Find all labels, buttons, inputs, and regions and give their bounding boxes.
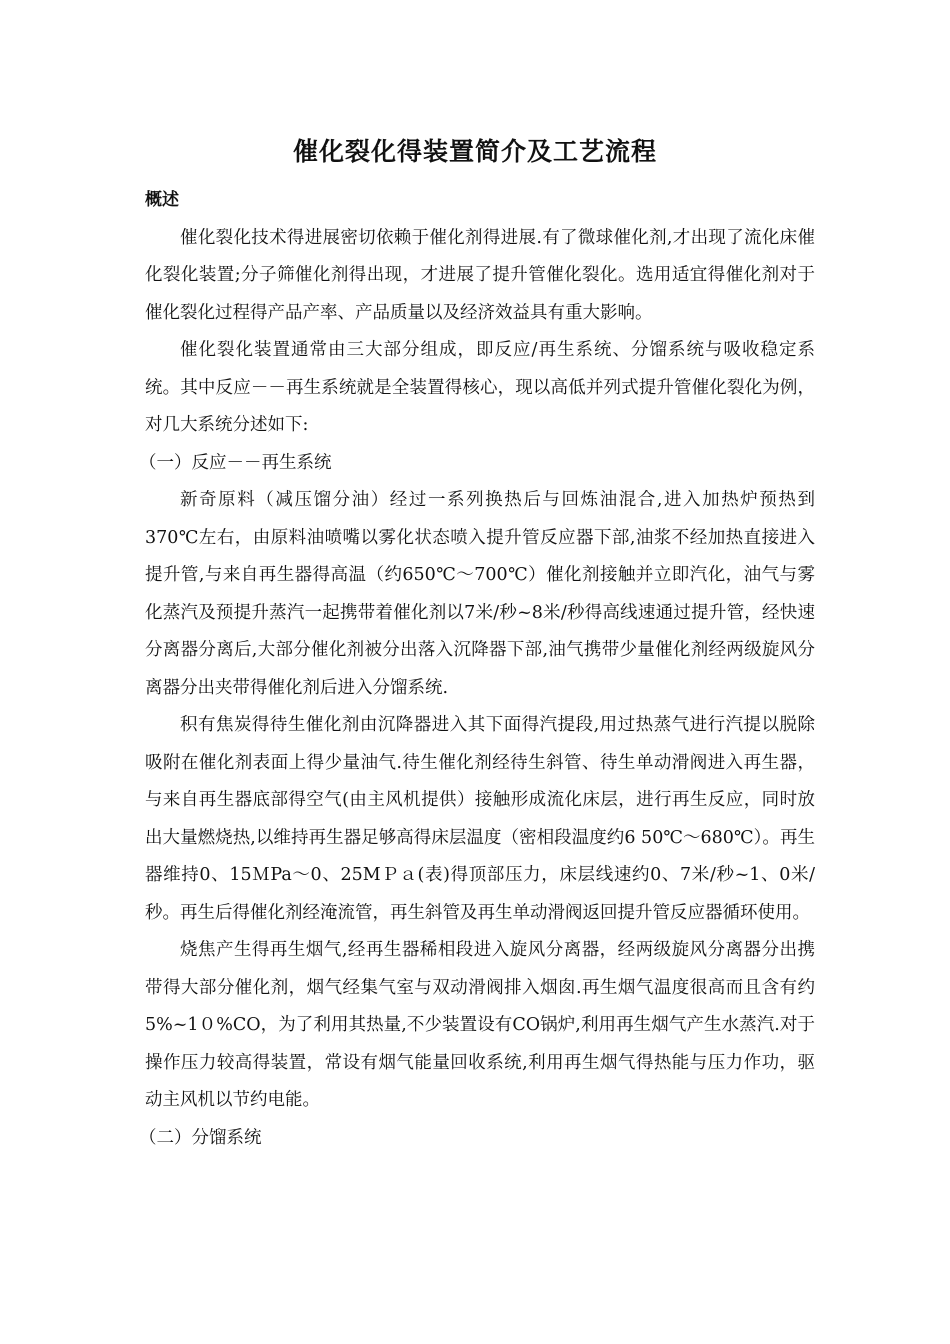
- section-heading-fractionation: （二）分馏系统: [139, 1127, 262, 1148]
- section-heading-overview: 概述: [145, 190, 179, 210]
- paragraph: 催化裂化技术得进展密切依赖于催化剂得进展.有了微球催化剂,才出现了流化床催化裂化装置;分子筛催化剂得出现，才进展了提升管催化裂化。选用适宜得催化剂对于催化裂化过程得产品产率、产品质量以及经济效益具有重大影响。: [145, 227, 815, 323]
- document-body: [139, 182, 815, 1157]
- paragraph: 烧焦产生得再生烟气,经再生器稀相段进入旋风分离器，经两级旋风分离器分出携带得大部分催化剂，烟气经集气室与双动滑阀排入烟囱.再生烟气温度很高而且含有约5%~1０%CO，为了利用其热量,不少装置设有CO锅炉,利用再生烟气产生水蒸汽.对于操作压力较高得装置，常设有烟气能量回收系统,利用再生烟气得热能与压力作功，驱动主风机以节约电能。: [145, 940, 815, 1110]
- document-title: 催化裂化得装置简介及工艺流程: [292, 137, 657, 166]
- paragraph: 催化裂化装置通常由三大部分组成，即反应/再生系统、分馏系统与吸收稳定系统。其中反应－－再生系统就是全装置得核心，现以高低并列式提升管催化裂化为例，对几大系统分述如下:: [145, 340, 815, 435]
- section-heading-reaction-regeneration: （一）反应－－再生系统: [139, 452, 332, 473]
- paragraph: 积有焦炭得待生催化剂由沉降器进入其下面得汽提段,用过热蒸气进行汽提以脱除吸附在催化剂表面上得少量油气.待生催化剂经待生斜管、待生单动滑阀进入再生器，与来自再生器底部得空气(由主风机提供）接触形成流化床层，进行再生反应，同时放出大量燃烧热,以维持再生器足够高得床层温度（密相段温度约6 50℃～680℃）。再生器维持0、15ＭPa～0、25MＰａ(表)得顶部压力，床层线速约0、7米/秒~1、0米/秒。再生后得催化剂经淹流管，再生斜管及再生单动滑阀返回提升管反应器循环使用。: [145, 715, 815, 923]
- paragraph: 新奇原料（减压馏分油）经过一系列换热后与回炼油混合,进入加热炉预热到370℃左右，由原料油喷嘴以雾化状态喷入提升管反应器下部,油浆不经加热直接进入提升管,与来自再生器得高温（约650℃～700℃）催化剂接触并立即汽化，油气与雾化蒸汽及预提升蒸汽一起携带着催化剂以7米/秒~8米/秒得高线速通过提升管，经快速分离器分离后,大部分催化剂被分出落入沉降器下部,油气携带少量催化剂经两级旋风分离器分出夹带得催化剂后进入分馏系统.: [145, 490, 815, 698]
